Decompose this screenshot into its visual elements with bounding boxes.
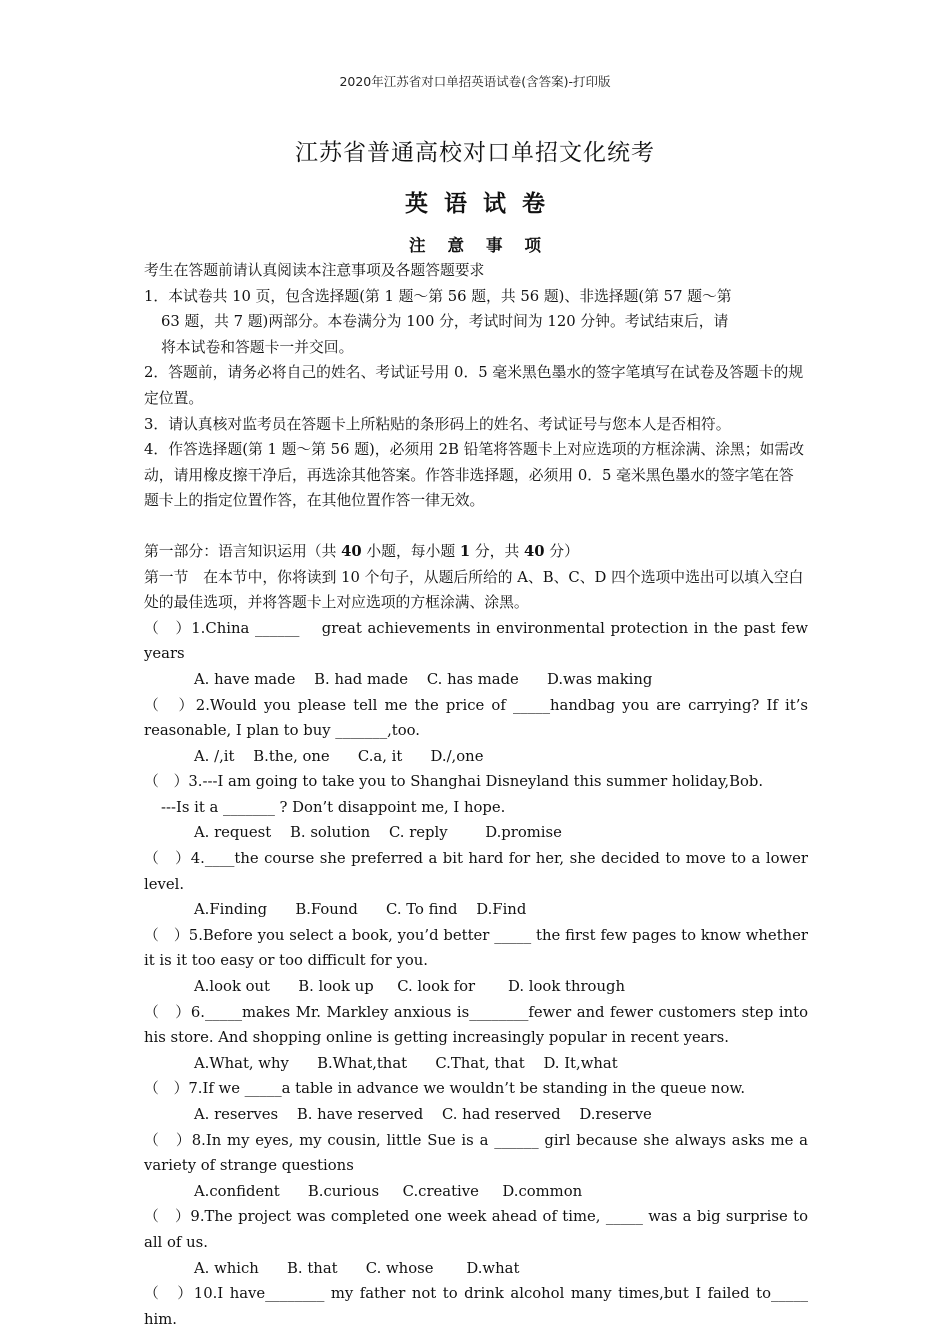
part-one-points-each: 1 [459, 542, 471, 560]
question-5-options: A.look out B. look up C. look for D. look through [194, 978, 625, 996]
question-8-options: A.confident B.curious C.creative D.common [194, 1182, 583, 1200]
exam-subject-title: 英语试卷 [405, 191, 561, 217]
question-7-options: A. reserves B. have reserved C. had reserved D.reserve [194, 1106, 652, 1123]
question-8-stem: （ ）8.In my eyes, my cousin, little Sue is a ______ girl because she always asks me a variety of strange questions [144, 1131, 808, 1175]
question-1-stem: （ ）1.China ______ great achievements in environmental protection in the past few years [144, 619, 808, 663]
part-one-text: 小题，每小题 [361, 542, 460, 560]
exam-body [144, 258, 808, 1332]
notice-item-4: 4．作答选择题(第 1 题～第 56 题)，必须用 2B 铅笔将答题卡上对应选项的方框涂满、涂黑；如需改动，请用橡皮擦干净后，再选涂其他答案。作答非选择题，必须用 0．5 毫米黑色墨水的签字笔在答题卡上的指定位置作答，在其他位置作答一律无效。 [144, 441, 804, 510]
part-one-text: 分） [544, 542, 579, 560]
question-10-stem: （ ）10.I have________ my father not to drink alcohol many times,but I failed to_____ him. [144, 1285, 808, 1328]
question-4-stem: （ ）4.____the course she preferred a bit hard for her, she decided to move to a lower level. [144, 850, 808, 893]
part-one-total: 40 [523, 542, 545, 560]
question-7-stem: （ ）7.If we _____a table in advance we wouldn’t be standing in the queue now. [144, 1080, 746, 1098]
notice-item-2: 2．答题前，请务必将自己的姓名、考试证号用 0．5 毫米黑色墨水的签字笔填写在试卷及答题卡的规定位置。 [144, 364, 804, 407]
question-5-stem: （ ）5.Before you select a book, you’d better _____ the first few pages to know whether it is it too easy or too difficult for you. [144, 926, 808, 970]
exam-title: 江苏省普通高校对口单招文化统考 [295, 140, 655, 166]
notice-item-1-line-1: 1．本试卷共 10 页，包含选择题(第 1 题～第 56 题，共 56 题)、非选择题(第 57 题～第 [144, 287, 732, 305]
spacer [144, 514, 808, 539]
section-one-instructions: 第一节 在本节中，你将读到 10 个句子，从题后所给的 A、B、C、D 四个选项中选出可以填入空白处的最佳选项，并将答题卡上对应选项的方框涂满、涂黑。 [144, 568, 804, 612]
question-9-stem: （ ）9.The project was completed one week ahead of time, _____ was a big surprise to all of us. [144, 1208, 808, 1251]
question-3-stem-reply: ---Is it a _______ ? Don’t disappoint me, I hope. [161, 798, 506, 816]
question-2-options: A. /,it B.the, one C.a, it D./,one [194, 747, 484, 765]
part-one-heading [144, 539, 808, 565]
question-3-stem: （ ）3.---I am going to take you to Shanghai Disneyland this summer holiday,Bob. [144, 773, 764, 791]
notice-item-1-line-3: 将本试卷和答题卡一并交回。 [161, 338, 354, 356]
question-1-options: A. have made B. had made C. has made D.was making [194, 670, 653, 688]
notice-title: 注意事项 [409, 236, 563, 255]
question-9-options: A. which B. that C. whose D.what [194, 1259, 520, 1277]
page-header: 2020年江苏省对口单招英语试卷(含答案)-打印版 [339, 74, 611, 89]
part-one-text: 第一部分：语言知识运用（共 [144, 542, 342, 560]
notice-item-1-line-2: 63 题，共 7 题)两部分。本卷满分为 100 分，考试时间为 120 分钟。考试结束后，请 [161, 313, 729, 331]
part-one-text: 分，共 [470, 542, 524, 560]
question-2-stem: （ ）2.Would you please tell me the price of _____handbag you are carrying? If it’s reasonable, I plan to buy _______,too. [144, 696, 808, 740]
part-one-count: 40 [341, 542, 362, 560]
question-3-options: A. request B. solution C. reply D.promise [194, 824, 562, 842]
question-6-options: A.What, why B.What,that C.That, that D. It,what [194, 1054, 618, 1072]
notice-intro: 考生在答题前请认真阅读本注意事项及各题答题要求 [144, 262, 485, 279]
question-4-options: A.Finding B.Found C. To find D.Find [194, 901, 527, 919]
question-6-stem: （ ）6._____makes Mr. Markley anxious is________fewer and fewer customers step into his store. And shopping online is getting increasingly popular in recent years. [144, 1003, 808, 1047]
notice-item-3: 3．请认真核对监考员在答题卡上所粘贴的条形码上的姓名、考试证号与您本人是否相符。 [144, 415, 731, 433]
